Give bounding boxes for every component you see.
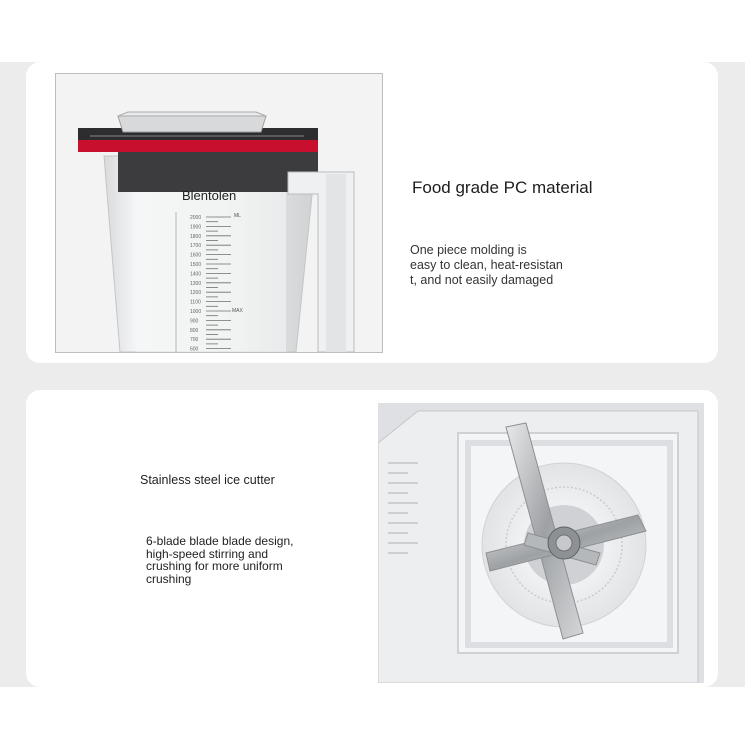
scale-label: 800	[190, 327, 199, 334]
scale-label: 1100	[190, 299, 201, 306]
scale-label: 1400	[190, 271, 202, 278]
scale-label: 1300	[190, 280, 202, 287]
brand-label: Blentolen	[182, 188, 237, 203]
scale-label: 1600	[190, 252, 202, 259]
scale-label: 900	[190, 318, 199, 325]
blender-jar-photo	[55, 73, 383, 353]
blade-top-view-photo	[378, 403, 704, 683]
scale-label: 2000	[190, 215, 202, 221]
pc-material-title: Food grade PC material	[412, 178, 593, 197]
scale-label: 700	[190, 337, 199, 344]
scale-label: 600	[190, 346, 199, 352]
scale-label: 1800	[190, 233, 202, 240]
ice-cutter-title: Stainless steel ice cutter	[140, 473, 275, 487]
max-label: MAX	[232, 308, 243, 314]
pc-material-description: One piece molding is easy to clean, heat-resistan t, and not easily damaged	[410, 243, 563, 287]
scale-unit-label: ML	[234, 213, 241, 219]
ice-cutter-description: 6-blade blade blade design, high-speed stirring and crushing for more uniform crushing	[146, 534, 294, 586]
scale-label: 1900	[190, 224, 202, 231]
scale-label: 1000	[190, 309, 202, 315]
scale-label: 1200	[190, 290, 202, 297]
scale-label: 1500	[190, 262, 202, 268]
scale-label: 1700	[190, 243, 202, 250]
